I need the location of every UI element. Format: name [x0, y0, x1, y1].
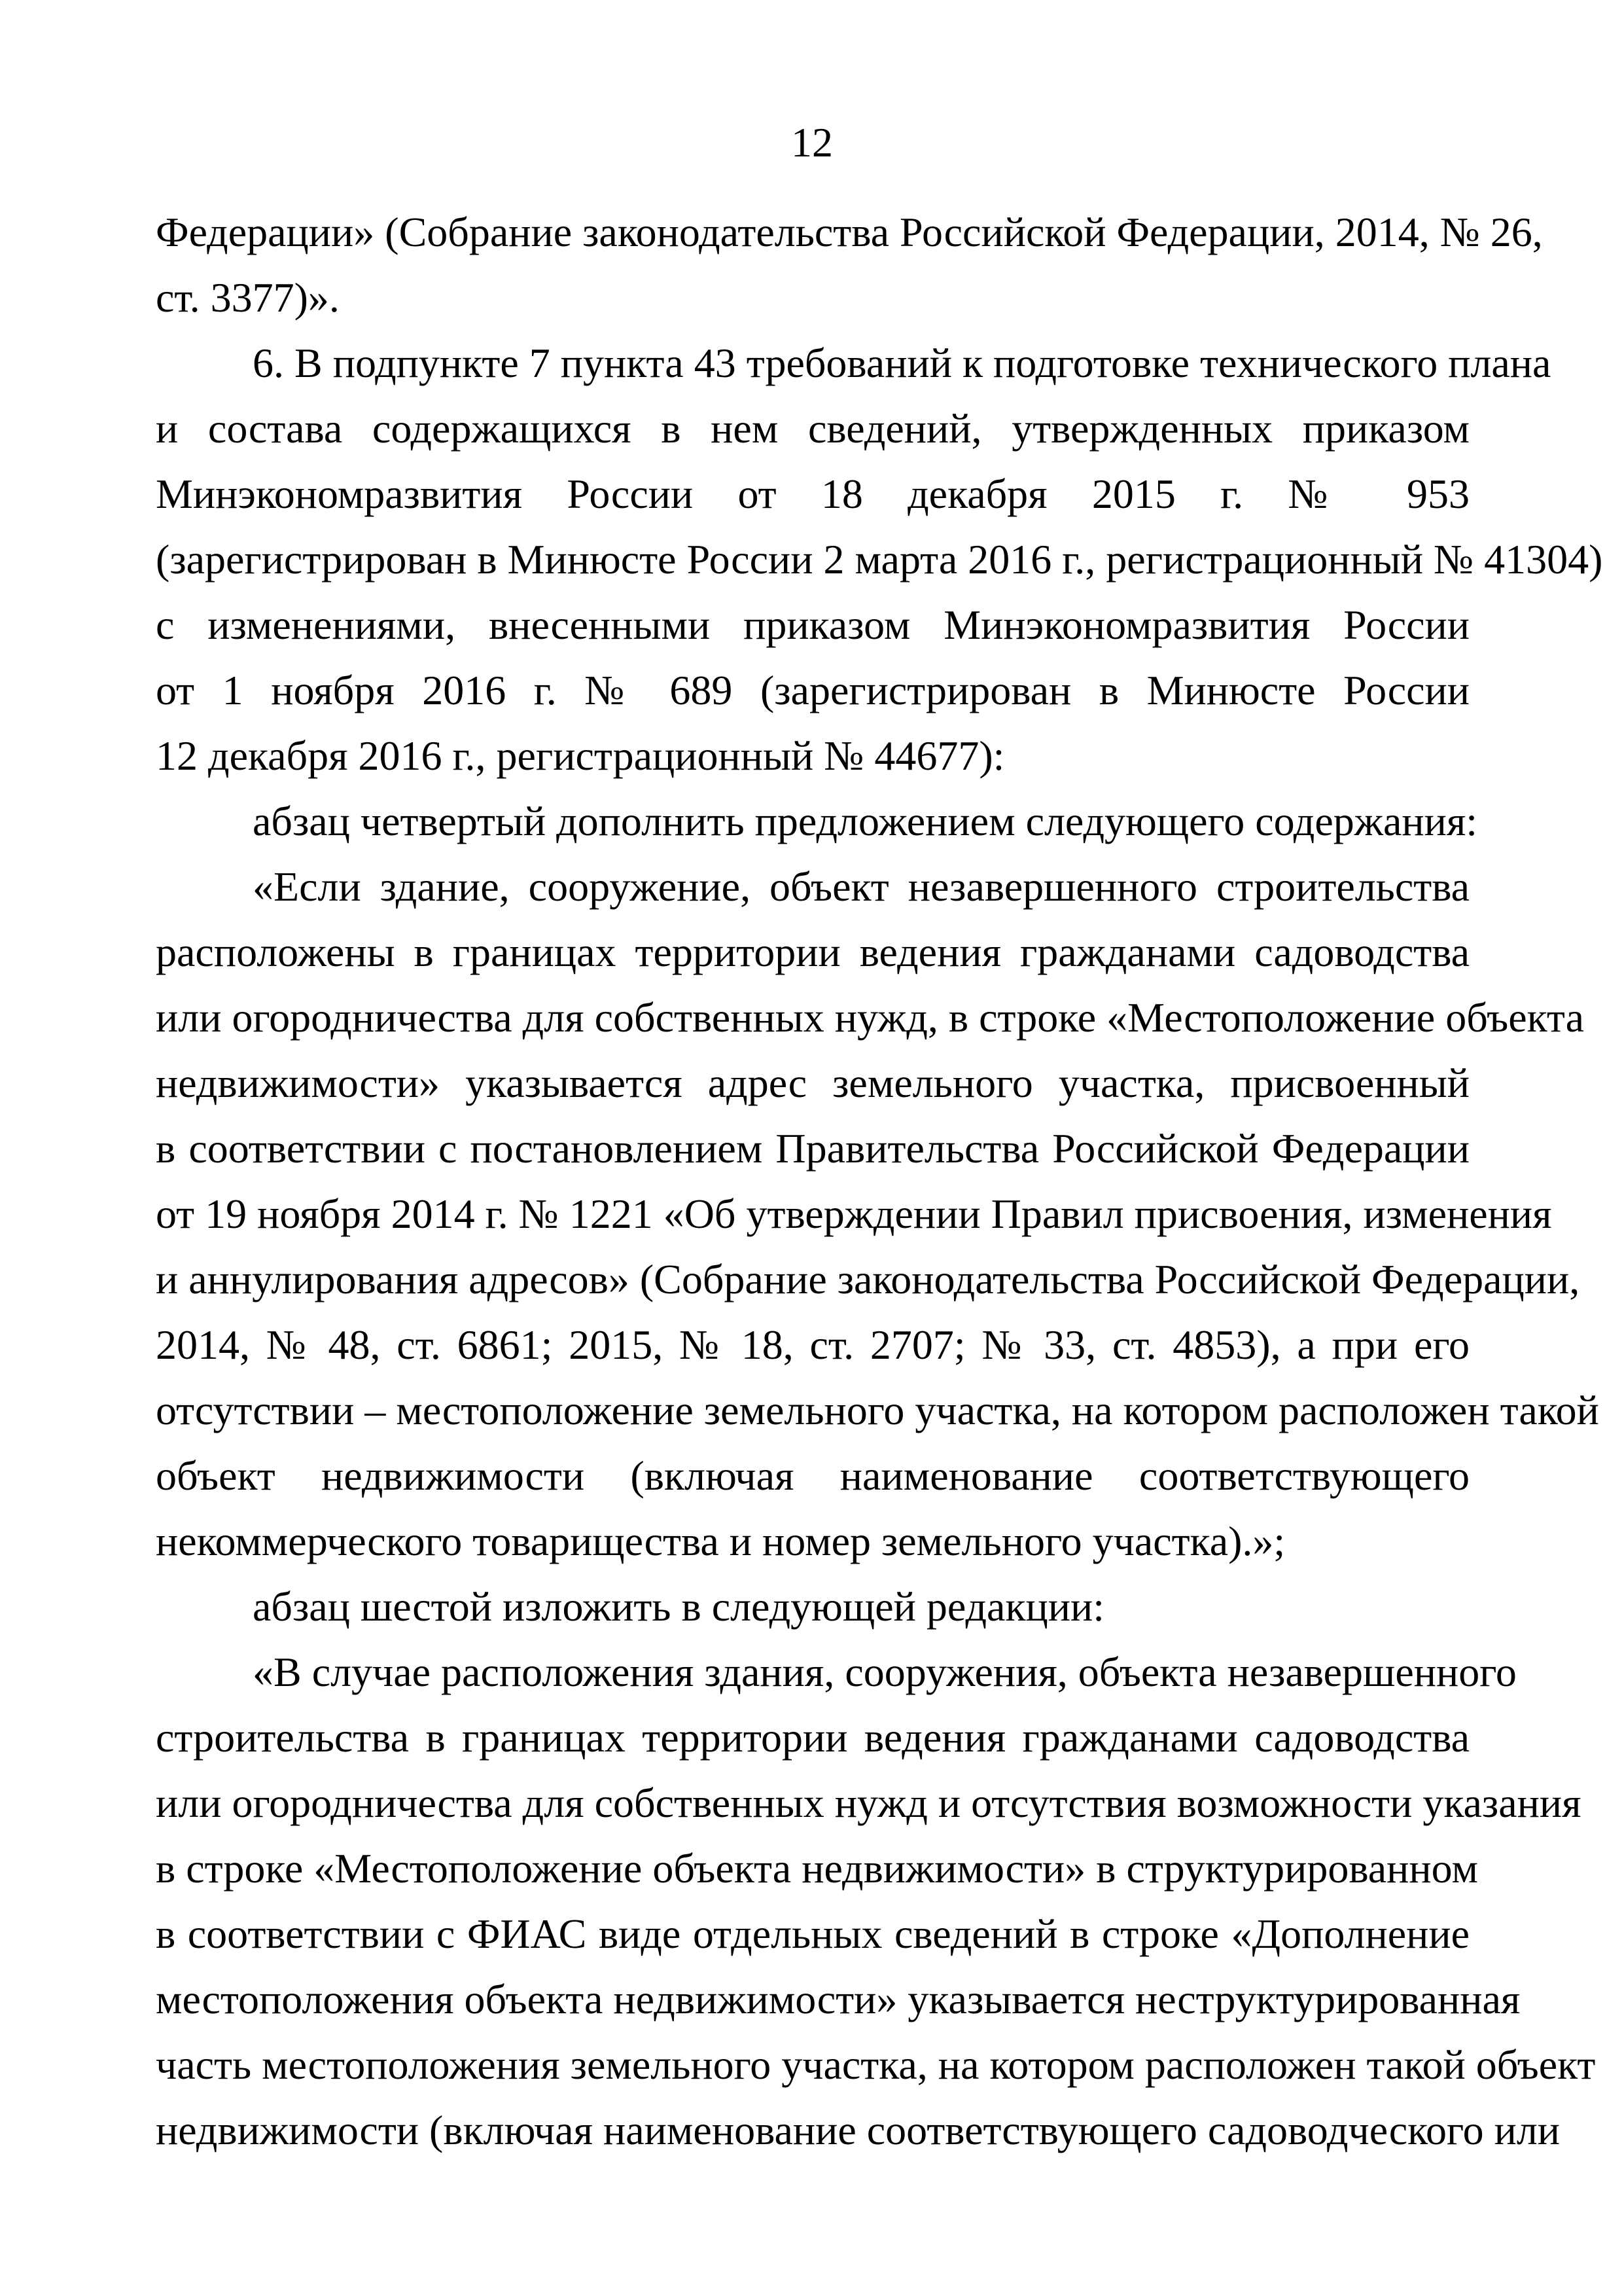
text-line: и аннулирования адресов» (Собрание законодательства Российской Федерации, — [156, 1256, 1580, 1302]
text-line: в строке «Местоположение объекта недвижимости» в структурированном — [156, 1845, 1478, 1892]
text-line: строительства в границах территории ведения гражданами садоводства — [156, 1714, 1470, 1761]
text-line: некоммерческого товарищества и номер земельного участка).»; — [156, 1518, 1286, 1564]
text-line: объект недвижимости (включая наименование соответствующего — [156, 1452, 1470, 1499]
text-line: от 19 ноября 2014 г. № 1221 «Об утверждении Правил присвоения, изменения — [156, 1191, 1552, 1237]
text-line: или огородничества для собственных нужд, в строке «Местоположение объекта — [156, 994, 1585, 1041]
text-line: недвижимости (включая наименование соответствующего садоводческого или — [156, 2107, 1561, 2153]
page-number: 12 — [791, 119, 833, 166]
text-line: или огородничества для собственных нужд и отсутствия возможности указания — [156, 1780, 1581, 1826]
text-line: «Если здание, сооружение, объект незавершенного строительства — [253, 863, 1470, 910]
text-line: абзац шестой изложить в следующей редакции: — [253, 1583, 1105, 1630]
text-line: в соответствии с ФИАС виде отдельных сведений в строке «Дополнение — [156, 1910, 1470, 1957]
text-line: абзац четвертый дополнить предложением следующего содержания: — [253, 798, 1478, 844]
text-line: в соответствии с постановлением Правительства Российской Федерации — [156, 1125, 1470, 1172]
text-line: (зарегистрирован в Минюсте России 2 марта 2016 г., регистрационный № 41304) — [156, 536, 1603, 583]
text-line: 12 декабря 2016 г., регистрационный № 44677): — [156, 732, 1005, 779]
text-line: расположены в границах территории ведения гражданами садоводства — [156, 929, 1470, 975]
text-line: недвижимости» указывается адрес земельного участка, присвоенный — [156, 1060, 1470, 1106]
text-line: и состава содержащихся в нем сведений, утвержденных приказом — [156, 405, 1470, 452]
text-line: 2014, № 48, ст. 6861; 2015, № 18, ст. 2707; № 33, ст. 4853), а при его — [156, 1321, 1470, 1368]
text-line: Федерации» (Собрание законодательства Российской Федерации, 2014, № 26, — [156, 209, 1543, 255]
text-line: местоположения объекта недвижимости» указывается неструктурированная — [156, 1976, 1521, 2022]
text-line: ст. 3377)». — [156, 274, 340, 321]
text-line: отсутствии – местоположение земельного участка, на котором расположен такой — [156, 1387, 1599, 1433]
text-line: с изменениями, внесенными приказом Минэкономразвития России — [156, 601, 1470, 648]
text-line: 6. В подпункте 7 пункта 43 требований к подготовке технического плана — [253, 340, 1551, 386]
text-line: Минэкономразвития России от 18 декабря 2015 г. № 953 — [156, 471, 1470, 517]
text-line: часть местоположения земельного участка, на котором расположен такой объект — [156, 2041, 1596, 2088]
text-line: от 1 ноября 2016 г. № 689 (зарегистрирован в Минюсте России — [156, 667, 1470, 713]
text-line: «В случае расположения здания, сооружения, объекта незавершенного — [253, 1649, 1517, 1695]
